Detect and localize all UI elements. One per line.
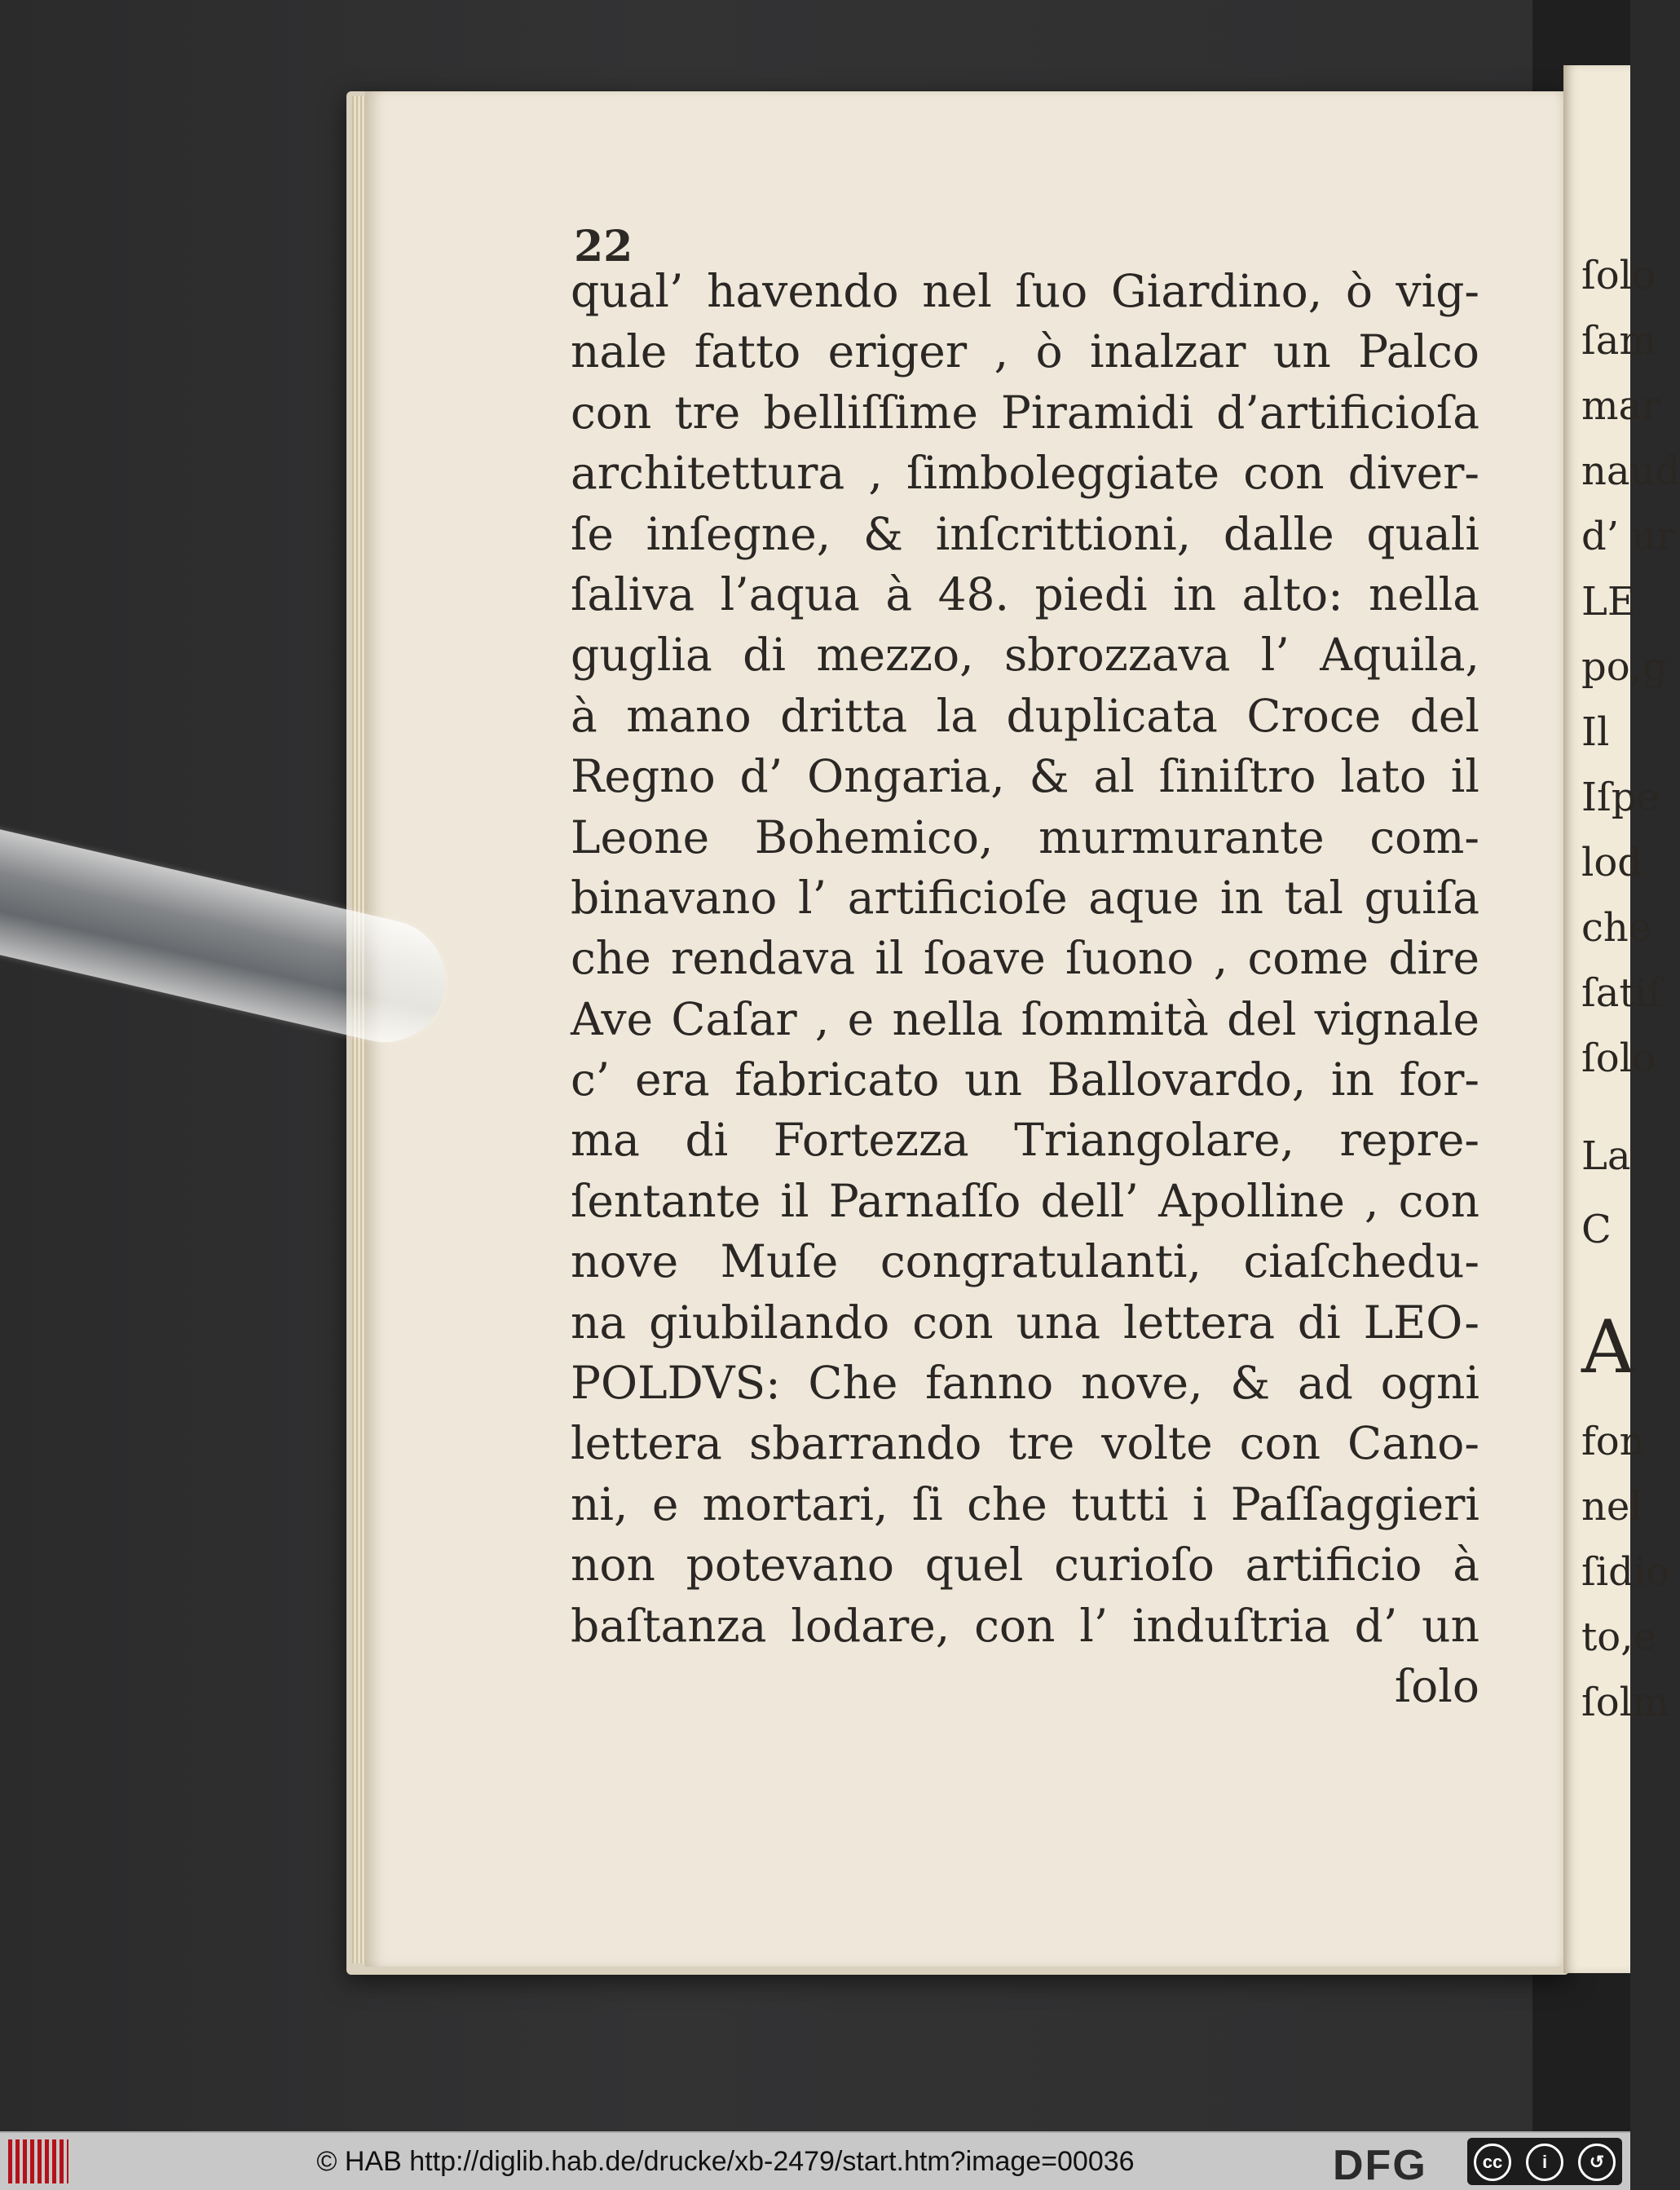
facing-fragment: ſolo [1581, 253, 1656, 298]
text-line: qual’ havendo nel ſuo Giardino, ò vig- [571, 265, 1479, 317]
facing-fragment: LE [1581, 579, 1636, 625]
text-line: che rendava il ſoave ſuono , come dire [571, 932, 1479, 985]
facing-fragment: po,g [1581, 644, 1668, 690]
facing-fragment: Il [1581, 709, 1610, 755]
text-lines [571, 261, 1479, 1716]
page-number: 22 [574, 222, 633, 272]
footer-bar [0, 2131, 1630, 2190]
dfg-logo: DFG [1333, 2142, 1427, 2189]
facing-fragment: mar [1581, 383, 1661, 429]
text-line: non potevano quel curioſo artificio à [571, 1539, 1479, 1592]
text-line: con tre belliſſime Piramidi d’artificioſa [571, 386, 1479, 439]
facing-fragment: A [1581, 1305, 1634, 1390]
text-line: nale fatto eriger , ò inalzar un Palco [571, 325, 1479, 378]
facing-fragment: lod [1581, 840, 1643, 885]
text-line: lettera sbarrando tre volte con Cano- [571, 1417, 1479, 1470]
text-line: nove Muſe congratulanti, ciaſchedu- [571, 1235, 1479, 1288]
facing-fragment: to,e [1581, 1614, 1656, 1660]
text-line: ni, e mortari, ſi che tutti i Paſſaggieri [571, 1477, 1479, 1530]
text-line: Leone Bohemico, murmurante com- [571, 810, 1479, 863]
facing-fragment: La [1581, 1133, 1631, 1179]
text-line: ſaliva l’aqua à 48. piedi in alto: nella [571, 567, 1479, 620]
facing-page-strip [1563, 65, 1680, 1973]
text-line: ſe inſegne, & inſcrittioni, dalle quali [571, 507, 1479, 560]
facing-fragment: ſatiſ [1581, 970, 1662, 1016]
text-line: ma di Fortezza Triangolare, repre- [571, 1114, 1479, 1167]
facing-fragment: ſolo [1581, 1035, 1656, 1081]
facing-fragment: C [1581, 1207, 1612, 1252]
facing-fragment: ſolm [1581, 1680, 1669, 1725]
text-line: c’ era fabricato un Ballovardo, in for- [571, 1053, 1479, 1106]
text-line: binavano l’ artificioſe aque in tal guiſa [571, 871, 1479, 924]
facing-fragment: fon [1581, 1419, 1645, 1464]
cc-license-badge[interactable] [1467, 2138, 1622, 2185]
catchword: ſolo [1394, 1659, 1479, 1712]
facing-fragment: Iſpe [1581, 775, 1660, 820]
text-line: POLDVS: Che fanno nove, & ad ogni [571, 1357, 1479, 1410]
facing-fragment: naud [1581, 448, 1680, 494]
facing-fragment: ſam [1581, 318, 1656, 364]
facing-fragment: nel [1581, 1484, 1643, 1530]
text-line: guglia di mezzo, sbrozzava l’ Aquila, [571, 629, 1479, 682]
text-line: Regno d’ Ongaria, & al ſiniſtro lato il [571, 750, 1479, 803]
facing-fragment: d’ ur [1581, 514, 1676, 559]
facing-fragment: che [1581, 905, 1652, 951]
text-line: ſentante il Parnaſſo dell’ Apolline , con [571, 1174, 1479, 1227]
facing-fragment: ſidio [1581, 1549, 1670, 1595]
text-line: baſtanza lodare, con l’ induſtria d’ un [571, 1599, 1479, 1652]
sa-icon: ↺ [1578, 2144, 1616, 2181]
text-line: architettura , ſimboleggiate con diver- [571, 447, 1479, 500]
cc-icon: cc [1474, 2144, 1511, 2181]
text-line: à mano dritta la duplicata Croce del [571, 689, 1479, 742]
footer-caption[interactable]: © HAB http://diglib.hab.de/drucke/xb-2479/start.htm?image=00036 [316, 2146, 1135, 2177]
by-icon: i [1526, 2144, 1563, 2181]
text-line: Ave Caſar , e nella ſommità del vignale [571, 992, 1479, 1045]
text-line: na giubilando con una lettera di LEO- [571, 1296, 1479, 1349]
